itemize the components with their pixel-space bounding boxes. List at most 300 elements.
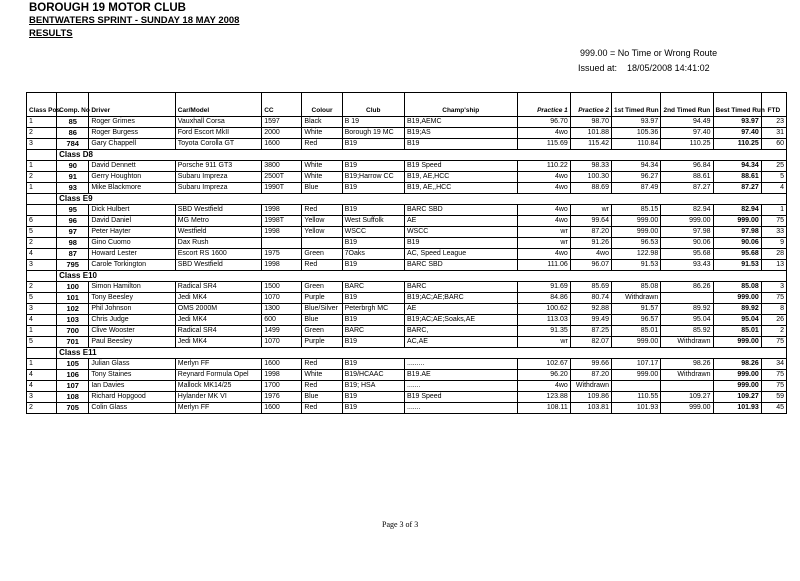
table-cell: ......... — [404, 359, 517, 370]
table-cell: Withdrawn — [661, 337, 713, 348]
table-cell: Escort RS 1600 — [175, 249, 261, 260]
table-cell: Simon Hamilton — [89, 282, 175, 293]
table-cell: 705 — [57, 403, 89, 414]
table-cell: 107.17 — [611, 359, 660, 370]
table-cell: 85.08 — [611, 282, 660, 293]
table-cell: 1998 — [262, 205, 302, 216]
table-cell: Withdrawn — [570, 381, 611, 392]
table-cell: B19 — [342, 205, 404, 216]
table-cell: wr — [517, 337, 570, 348]
header-row — [27, 93, 787, 117]
table-cell: 86 — [57, 128, 89, 139]
table-row — [27, 403, 787, 414]
table-cell: Blue/Silver — [302, 304, 342, 315]
table-cell: 2 — [27, 128, 57, 139]
table-cell: ....... — [404, 403, 517, 414]
table-cell: 95.04 — [661, 315, 713, 326]
class-header: Class D8 — [57, 150, 787, 161]
table-cell: Jedi MK4 — [175, 315, 261, 326]
table-cell: 23 — [761, 117, 786, 128]
table-cell — [661, 293, 713, 304]
table-cell: David Dennett — [89, 161, 175, 172]
table-cell: 4wo — [517, 172, 570, 183]
table-cell: 110.55 — [611, 392, 660, 403]
col-practice-1: Practice 1 — [517, 93, 570, 117]
table-cell: 2 — [27, 238, 57, 249]
table-cell: 96.57 — [611, 315, 660, 326]
table-cell: 101.88 — [570, 128, 611, 139]
table-cell: Red — [302, 205, 342, 216]
issued-value: 18/05/2008 14:41:02 — [627, 63, 710, 73]
table-cell: B19 Speed — [404, 161, 517, 172]
class-header-row — [27, 150, 787, 161]
table-cell: 88.61 — [661, 172, 713, 183]
section-title: RESULTS — [29, 28, 73, 39]
table-row — [27, 117, 787, 128]
table-cell: 102 — [57, 304, 89, 315]
col-practice-2: Practice 2 — [570, 93, 611, 117]
table-cell: 6 — [27, 216, 57, 227]
table-cell: 5 — [761, 172, 786, 183]
table-cell: 2 — [761, 326, 786, 337]
table-cell: 4 — [27, 315, 57, 326]
event-title: BENTWATERS SPRINT - SUNDAY 18 MAY 2008 — [29, 15, 240, 26]
table-cell: 109.86 — [570, 392, 611, 403]
table-cell: B19; HSA — [342, 381, 404, 392]
table-cell: 4 — [761, 183, 786, 194]
table-cell: 700 — [57, 326, 89, 337]
col-1st-timed-run: 1st Timed Run — [611, 93, 660, 117]
table-cell: AC, Speed League — [404, 249, 517, 260]
table-cell: Roger Grimes — [89, 117, 175, 128]
table-row — [27, 304, 787, 315]
table-cell: 108.11 — [517, 403, 570, 414]
table-cell: 97 — [57, 227, 89, 238]
table-cell: Westfield — [175, 227, 261, 238]
table-cell: B19;Harrow CC — [342, 172, 404, 183]
table-cell: 795 — [57, 260, 89, 271]
table-cell: 1600 — [262, 403, 302, 414]
table-cell: 109.27 — [661, 392, 713, 403]
table-cell: 1597 — [262, 117, 302, 128]
table-cell: 111.06 — [517, 260, 570, 271]
table-cell: 9 — [761, 238, 786, 249]
table-cell: 96 — [57, 216, 89, 227]
table-cell: Radical SR4 — [175, 282, 261, 293]
table-cell: 100.62 — [517, 304, 570, 315]
table-row — [27, 326, 787, 337]
class-header: Class E9 — [57, 194, 787, 205]
table-cell: 59 — [761, 392, 786, 403]
table-row — [27, 293, 787, 304]
table-cell: 91.26 — [570, 238, 611, 249]
table-cell: B19/HCAAC — [342, 370, 404, 381]
table-cell: 88.69 — [570, 183, 611, 194]
table-cell: 999.00 — [713, 337, 761, 348]
table-cell: 1 — [27, 117, 57, 128]
table-cell: 4wo — [517, 183, 570, 194]
table-cell: Radical SR4 — [175, 326, 261, 337]
table-cell: 1976 — [262, 392, 302, 403]
table-cell: 75 — [761, 293, 786, 304]
table-cell: 123.88 — [517, 392, 570, 403]
page-number: Page 3 of 3 — [382, 520, 419, 529]
table-cell: 75 — [761, 337, 786, 348]
table-cell: 701 — [57, 337, 89, 348]
class-header-spacer — [27, 271, 57, 282]
table-cell: West Suffolk — [342, 216, 404, 227]
table-cell: 13 — [761, 260, 786, 271]
table-cell: SBD Westfield — [175, 205, 261, 216]
table-cell: 122.98 — [611, 249, 660, 260]
table-cell: 85.92 — [661, 326, 713, 337]
table-cell: 82.94 — [661, 205, 713, 216]
table-cell: 600 — [262, 315, 302, 326]
table-cell: 999.00 — [713, 216, 761, 227]
table-cell: Subaru Impreza — [175, 172, 261, 183]
table-cell: 96.53 — [611, 238, 660, 249]
class-header-row — [27, 194, 787, 205]
table-cell: Borough 19 MC — [342, 128, 404, 139]
table-cell: 75 — [761, 370, 786, 381]
table-cell: B19;AC;AE;Soaks,AE — [404, 315, 517, 326]
table-cell: B19;AC;AE;BARC — [404, 293, 517, 304]
col-best-timed-run: Best Timed Run — [713, 93, 761, 117]
table-cell: 1998T — [262, 216, 302, 227]
class-header-row — [27, 348, 787, 359]
table-cell: Purple — [302, 293, 342, 304]
table-cell: 95.68 — [713, 249, 761, 260]
table-cell: B19 — [342, 139, 404, 150]
table-cell: AE — [404, 304, 517, 315]
table-cell: 110.25 — [713, 139, 761, 150]
table-cell: BARC — [342, 282, 404, 293]
table-cell: 87.20 — [570, 227, 611, 238]
table-cell: BARC — [404, 282, 517, 293]
table-cell: 1998 — [262, 260, 302, 271]
table-cell: 28 — [761, 249, 786, 260]
table-cell: 85 — [57, 117, 89, 128]
col-class-pos: Class Pos. — [27, 93, 57, 117]
table-cell: 90.06 — [713, 238, 761, 249]
table-cell: 96.27 — [611, 172, 660, 183]
table-cell: Chris Judge — [89, 315, 175, 326]
table-cell: Hylander MK VI — [175, 392, 261, 403]
table-cell: 96.20 — [517, 370, 570, 381]
table-cell: Colin Glass — [89, 403, 175, 414]
table-cell: 101 — [57, 293, 89, 304]
table-cell: Blue — [302, 315, 342, 326]
table-row — [27, 359, 787, 370]
table-cell: 85.08 — [713, 282, 761, 293]
table-cell: 93 — [57, 183, 89, 194]
col-ftd: FTD — [761, 93, 786, 117]
table-cell — [27, 205, 57, 216]
table-cell: 94.34 — [611, 161, 660, 172]
table-cell: wr — [517, 238, 570, 249]
table-row — [27, 370, 787, 381]
table-cell: 87 — [57, 249, 89, 260]
table-cell: 5 — [27, 337, 57, 348]
table-cell: 999.00 — [713, 381, 761, 392]
table-cell: 1600 — [262, 359, 302, 370]
table-cell: 107 — [57, 381, 89, 392]
table-cell: 103.81 — [570, 403, 611, 414]
table-cell: 95.68 — [661, 249, 713, 260]
table-cell: Gino Cuomo — [89, 238, 175, 249]
col-club: Club — [342, 93, 404, 117]
table-cell: 3 — [27, 392, 57, 403]
table-cell: Withdrawn — [661, 370, 713, 381]
table-cell: 1300 — [262, 304, 302, 315]
table-cell: 88.61 — [713, 172, 761, 183]
table-cell: 95 — [57, 205, 89, 216]
table-cell: Withdrawn — [611, 293, 660, 304]
table-cell: 87.20 — [570, 370, 611, 381]
table-cell: B19 Speed — [404, 392, 517, 403]
table-cell: 1 — [27, 326, 57, 337]
table-cell: 4 — [27, 249, 57, 260]
table-row — [27, 315, 787, 326]
table-cell: Mike Blackmore — [89, 183, 175, 194]
table-row — [27, 282, 787, 293]
table-row — [27, 238, 787, 249]
table-cell: Carole Torkington — [89, 260, 175, 271]
table-cell: 999.00 — [661, 403, 713, 414]
table-cell: 4wo — [570, 249, 611, 260]
table-cell: SBD Westfield — [175, 260, 261, 271]
table-cell: 34 — [761, 359, 786, 370]
table-cell: 1070 — [262, 293, 302, 304]
table-cell: Mallock MK14/25 — [175, 381, 261, 392]
table-cell: Jedi MK4 — [175, 337, 261, 348]
table-cell: 85.01 — [611, 326, 660, 337]
table-cell: 87.49 — [611, 183, 660, 194]
table-cell: Jedi MK4 — [175, 293, 261, 304]
table-cell: 99.66 — [570, 359, 611, 370]
table-cell: 96.70 — [517, 117, 570, 128]
table-cell: Gerry Houghton — [89, 172, 175, 183]
table-cell: 101.93 — [713, 403, 761, 414]
table-cell: Peter Hayter — [89, 227, 175, 238]
table-cell: Reynard Formula Opel — [175, 370, 261, 381]
table-cell: 98.26 — [661, 359, 713, 370]
table-cell: 101.93 — [611, 403, 660, 414]
table-cell: 4wo — [517, 249, 570, 260]
class-header-spacer — [27, 348, 57, 359]
table-cell: Paul Beesley — [89, 337, 175, 348]
table-cell: 105 — [57, 359, 89, 370]
col-comp-no: Comp. No — [57, 93, 89, 117]
table-cell: B19, AE,HCC — [404, 172, 517, 183]
table-cell: Dax Rush — [175, 238, 261, 249]
table-cell: 60 — [761, 139, 786, 150]
issued-info — [578, 63, 720, 73]
table-cell: B19 — [404, 238, 517, 249]
table-cell: 2000 — [262, 128, 302, 139]
table-cell: BARC SBD — [404, 205, 517, 216]
table-cell: 94.49 — [661, 117, 713, 128]
table-cell: 1600 — [262, 139, 302, 150]
table-cell: 115.42 — [570, 139, 611, 150]
table-cell: 2 — [27, 282, 57, 293]
col-car-model: Car/Model — [175, 93, 261, 117]
table-cell: 94.34 — [713, 161, 761, 172]
table-cell: 999.00 — [611, 216, 660, 227]
table-row — [27, 172, 787, 183]
table-cell — [262, 238, 302, 249]
table-cell: 999.00 — [661, 216, 713, 227]
table-cell: 784 — [57, 139, 89, 150]
table-cell: 75 — [761, 216, 786, 227]
table-cell: 108 — [57, 392, 89, 403]
table-cell: Blue — [302, 392, 342, 403]
table-cell: 91.57 — [611, 304, 660, 315]
table-cell: 84.86 — [517, 293, 570, 304]
class-header-spacer — [27, 150, 57, 161]
table-cell: BARC, — [404, 326, 517, 337]
table-cell: 3 — [27, 304, 57, 315]
table-cell: B19 — [342, 337, 404, 348]
table-cell: B19 — [342, 359, 404, 370]
table-cell: 31 — [761, 128, 786, 139]
table-cell: Richard Hopgood — [89, 392, 175, 403]
table-cell: 7Oaks — [342, 249, 404, 260]
table-cell: 91.53 — [611, 260, 660, 271]
table-cell: Red — [302, 359, 342, 370]
table-cell: 95.04 — [713, 315, 761, 326]
table-cell: 98.26 — [713, 359, 761, 370]
table-cell: 106 — [57, 370, 89, 381]
table-cell: OMS 2000M — [175, 304, 261, 315]
table-row — [27, 260, 787, 271]
table-cell: White — [302, 370, 342, 381]
table-cell: 87.25 — [570, 326, 611, 337]
table-cell: 113.03 — [517, 315, 570, 326]
table-row — [27, 139, 787, 150]
table-cell: 97.40 — [713, 128, 761, 139]
table-cell: AC,AE — [404, 337, 517, 348]
table-cell: 110.25 — [661, 139, 713, 150]
table-cell: 93.97 — [611, 117, 660, 128]
table-cell: 93.43 — [661, 260, 713, 271]
table-cell: 92.88 — [570, 304, 611, 315]
table-cell: 26 — [761, 315, 786, 326]
table-row — [27, 249, 787, 260]
table-cell: Gary Chappell — [89, 139, 175, 150]
table-row — [27, 381, 787, 392]
table-cell: wr — [570, 205, 611, 216]
table-cell: Roger Burgess — [89, 128, 175, 139]
table-cell: Red — [302, 260, 342, 271]
table-cell: B19 — [404, 139, 517, 150]
table-cell: WSCC — [404, 227, 517, 238]
table-cell: Green — [302, 249, 342, 260]
table-cell: B19, AE,,HCC — [404, 183, 517, 194]
table-cell: BARC — [342, 326, 404, 337]
table-cell: B19 — [342, 403, 404, 414]
table-cell: B19 — [342, 392, 404, 403]
col-driver: Driver — [89, 93, 175, 117]
table-cell: B19,AEMC — [404, 117, 517, 128]
table-row — [27, 161, 787, 172]
table-cell: Vauxhall Corsa — [175, 117, 261, 128]
table-cell: 3 — [761, 282, 786, 293]
table-cell: 82.07 — [570, 337, 611, 348]
table-cell: Purple — [302, 337, 342, 348]
table-cell: 1499 — [262, 326, 302, 337]
table-cell: 5 — [27, 293, 57, 304]
table-cell: BARC SBD — [404, 260, 517, 271]
table-cell: 80.74 — [570, 293, 611, 304]
table-cell: 87.27 — [713, 183, 761, 194]
table-cell: Red — [302, 139, 342, 150]
table-row — [27, 183, 787, 194]
table-cell: Peterbrgh MC — [342, 304, 404, 315]
table-cell: Red — [302, 381, 342, 392]
results-table — [26, 92, 787, 414]
table-cell: 999.00 — [611, 370, 660, 381]
table-cell: 89.92 — [713, 304, 761, 315]
table-cell: Merlyn FF — [175, 403, 261, 414]
table-cell: 1 — [27, 359, 57, 370]
table-cell: White — [302, 172, 342, 183]
table-cell: 98 — [57, 238, 89, 249]
table-cell: 4wo — [517, 216, 570, 227]
table-row — [27, 128, 787, 139]
table-cell: 1975 — [262, 249, 302, 260]
table-cell: B19.AE — [404, 370, 517, 381]
table-cell: 25 — [761, 161, 786, 172]
table-cell: 97.40 — [661, 128, 713, 139]
table-cell: 1 — [27, 161, 57, 172]
table-cell: 2 — [27, 403, 57, 414]
table-cell: 85.15 — [611, 205, 660, 216]
table-cell: B19 — [342, 293, 404, 304]
table-cell: 1070 — [262, 337, 302, 348]
table-row — [27, 392, 787, 403]
time-note: 999.00 = No Time or Wrong Route — [580, 48, 718, 58]
table-cell: Tony Beesley — [89, 293, 175, 304]
table-cell: 86.26 — [661, 282, 713, 293]
table-cell: Blue — [302, 183, 342, 194]
table-cell: 1700 — [262, 381, 302, 392]
col-champship: Champ'ship — [404, 93, 517, 117]
table-cell: Phil Johnson — [89, 304, 175, 315]
table-cell: Subaru Impreza — [175, 183, 261, 194]
table-cell: B19 — [342, 315, 404, 326]
table-cell: Julian Glass — [89, 359, 175, 370]
table-cell: 96.84 — [661, 161, 713, 172]
table-cell: Dick Hulbert — [89, 205, 175, 216]
col-cc: CC — [262, 93, 302, 117]
table-cell — [661, 381, 713, 392]
table-cell: 3800 — [262, 161, 302, 172]
table-cell: David Daniel — [89, 216, 175, 227]
class-header-row — [27, 271, 787, 282]
table-cell: B19;AS — [404, 128, 517, 139]
table-cell: 1990T — [262, 183, 302, 194]
table-cell: B19 — [342, 161, 404, 172]
table-cell: Black — [302, 117, 342, 128]
table-cell: 90 — [57, 161, 89, 172]
table-cell: 109.27 — [713, 392, 761, 403]
table-cell: 85.01 — [713, 326, 761, 337]
table-cell: Yellow — [302, 227, 342, 238]
table-cell: 4 — [27, 381, 57, 392]
table-cell: B19 — [342, 238, 404, 249]
table-cell: White — [302, 161, 342, 172]
